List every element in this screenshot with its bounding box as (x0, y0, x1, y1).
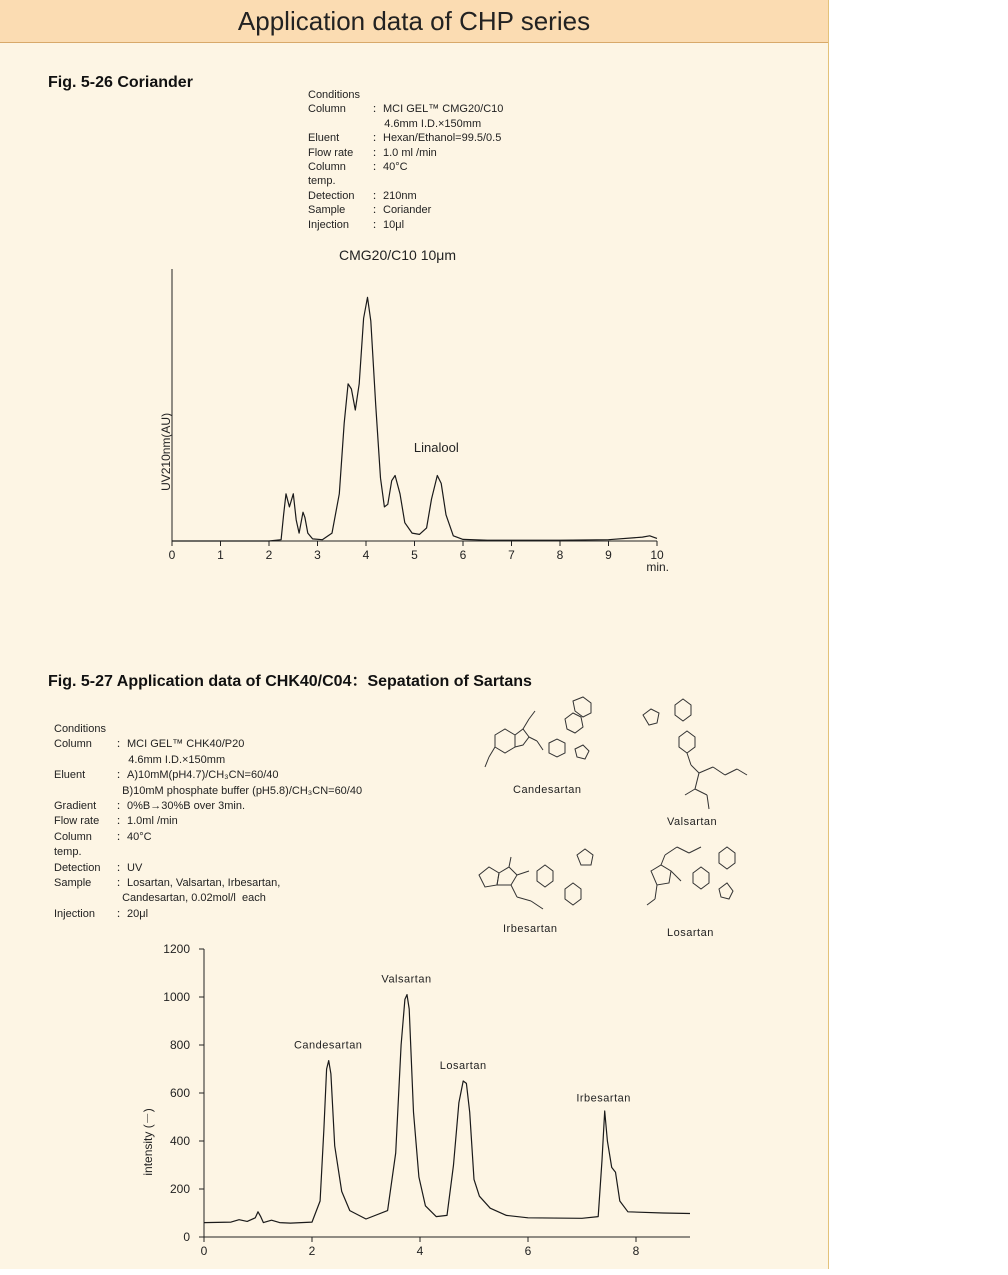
fig1-condition-row (308, 117, 503, 131)
x-tick-label: 2 (265, 548, 273, 562)
x-tick-label: 6 (524, 1244, 532, 1258)
x-tick-label: 4 (416, 1244, 424, 1258)
fig1-condition-row (308, 218, 503, 232)
valsartan-structure (643, 699, 747, 809)
fig2-condition-value: 4.6mm I.D.×150mm (116, 753, 226, 766)
y-tick-label: 0 (183, 1230, 190, 1244)
fig2-condition-value: ：UV (116, 861, 143, 874)
y-tick-label: 400 (169, 1134, 190, 1148)
fig2-condition-key: Column (54, 738, 92, 751)
fig2-condition-row (54, 891, 362, 906)
fig2-condition-value: Candesartan, 0.02mol/l each (116, 892, 266, 905)
fig1-condition-value: ：40°C (372, 161, 408, 174)
x-tick-label: 0 (168, 548, 176, 562)
fig1-condition-row (308, 203, 503, 217)
fig2-condition-key: Detection (54, 861, 101, 874)
x-tick-label: 4 (362, 548, 370, 562)
fig1-condition-row (308, 189, 503, 203)
fig1-condition-value: ：Coriander (372, 204, 432, 217)
fig2-condition-row (54, 753, 362, 768)
fig2-conditions-label: Conditions (54, 723, 106, 735)
molecule-structures (465, 695, 805, 945)
molecule-label-valsartan: Valsartan (667, 816, 718, 828)
peak-label: Valsartan (381, 973, 432, 986)
peak-label: Linalool (413, 439, 459, 455)
fig2-condition-row (54, 830, 362, 861)
peak-label: Losartan (439, 1060, 487, 1072)
y-tick-label: 200 (169, 1182, 190, 1196)
losartan-structure (647, 847, 735, 905)
fig2-condition-value: ：Losartan, Valsartan, Irbesartan, (116, 877, 281, 890)
fig2-condition-key: Sample (54, 877, 92, 890)
fig1-title: Fig. 5-26 Coriander (48, 74, 193, 91)
fig1-condition-key: Detection (308, 189, 355, 202)
fig1-condition-key: Injection (308, 218, 349, 231)
fig2-condition-value: ：40°C (116, 830, 152, 843)
x-tick-label: 9 (605, 548, 612, 562)
fig2-condition-row (54, 814, 362, 829)
x-tick-label: 2 (308, 1244, 316, 1258)
series-line-0 (204, 995, 690, 1224)
chart-title: CMG20/C10 10μm (339, 247, 457, 263)
fig2-chromatogram (130, 942, 730, 1275)
fig2-condition-row (54, 799, 362, 814)
series-line-0 (172, 297, 657, 541)
fig2-condition-row (54, 876, 362, 891)
x-tick-label: 1 (217, 548, 224, 562)
fig2-condition-row (54, 737, 362, 752)
fig2-condition-key: Flow rate (54, 815, 100, 828)
x-tick-label: 8 (632, 1244, 640, 1258)
fig1-condition-row (308, 131, 503, 145)
fig1-conditions-label: Conditions (308, 89, 360, 101)
fig2-condition-row (54, 861, 362, 876)
x-tick-label: 5 (411, 548, 418, 562)
fig1-chromatogram (150, 245, 690, 605)
fig1-condition-key: Sample (308, 204, 346, 217)
y-axis-label: intensity (－) (141, 1108, 155, 1176)
x-tick-label: 7 (508, 548, 515, 562)
molecule-label-irbesartan: Irbesartan (503, 923, 558, 935)
fig2-condition-key: Gradient (54, 800, 97, 813)
x-axis-label: min. (646, 560, 669, 574)
peak-label: Candesartan (293, 1039, 363, 1052)
fig2-condition-key (54, 891, 116, 906)
fig2-condition-key: Injection (54, 907, 95, 920)
fig1-condition-value: 4.6mm I.D.×150mm (372, 117, 482, 130)
fig2-condition-value: ：1.0ml /min (116, 815, 178, 828)
fig1-condition-key: Eluent (308, 132, 340, 145)
fig2-condition-value: ：MCI GEL™ CHK40/P20 (116, 738, 245, 751)
fig2-condition-key (54, 784, 116, 799)
fig2-condition-value: ：20μl (116, 907, 149, 920)
fig2-conditions (54, 722, 362, 922)
y-axis-label: UV210nm(AU) (159, 412, 173, 491)
x-tick-label: 8 (556, 548, 564, 562)
fig1-condition-value: ：1.0 ml /min (372, 146, 437, 159)
fig2-title: Fig. 5-27 Application data of CHK40/C04：Sepatation of Sartans (48, 673, 532, 690)
fig1-conditions (308, 88, 503, 232)
x-tick-label: 10 (650, 548, 664, 562)
molecule-label-losartan: Losartan (667, 927, 714, 939)
fig2-condition-row (54, 768, 362, 783)
y-tick-label: 800 (169, 1038, 190, 1052)
fig2-condition-key: Column temp. (54, 830, 92, 859)
page-header (0, 0, 828, 43)
fig2-condition-key: Eluent (54, 769, 86, 782)
fig1-condition-value: ：MCI GEL™ CMG20/C10 (372, 103, 504, 116)
fig1-condition-key (308, 117, 372, 131)
fig1-condition-value: ：210nm (372, 189, 417, 202)
fig1-condition-row (308, 102, 503, 116)
fig1-condition-key: Column (308, 103, 346, 116)
fig2-condition-value: B)10mM phosphate buffer (pH5.8)/CH₃CN=60/40 (116, 784, 363, 797)
x-tick-label: 6 (459, 548, 467, 562)
peak-label: Irbesartan (576, 1092, 631, 1105)
fig1-condition-row (308, 160, 503, 189)
x-tick-label: 3 (314, 548, 321, 562)
candesartan-structure (485, 697, 591, 767)
header-title: Application data of CHP series (237, 5, 591, 36)
fig2-condition-key (54, 753, 116, 768)
y-tick-label: 600 (169, 1086, 190, 1100)
fig2-condition-row (54, 784, 362, 799)
fig1-condition-value: ：Hexan/Ethanol=99.5/0.5 (372, 132, 502, 145)
irbesartan-structure (479, 849, 593, 909)
fig1-condition-key: Column temp. (308, 161, 346, 188)
fig1-condition-row (308, 146, 503, 160)
y-tick-label: 1200 (163, 942, 190, 956)
fig2-condition-value: ：0%B→30%B over 3min. (116, 800, 245, 813)
fig2-condition-row (54, 907, 362, 922)
fig1-condition-value: ：10μl (372, 218, 405, 231)
fig1-condition-key: Flow rate (308, 146, 354, 159)
fig2-condition-value: ：A)10mM(pH4.7)/CH₃CN=60/40 (116, 769, 279, 782)
x-tick-label: 0 (200, 1244, 208, 1258)
y-tick-label: 1000 (163, 990, 190, 1004)
molecule-label-candesartan: Candesartan (513, 784, 582, 796)
